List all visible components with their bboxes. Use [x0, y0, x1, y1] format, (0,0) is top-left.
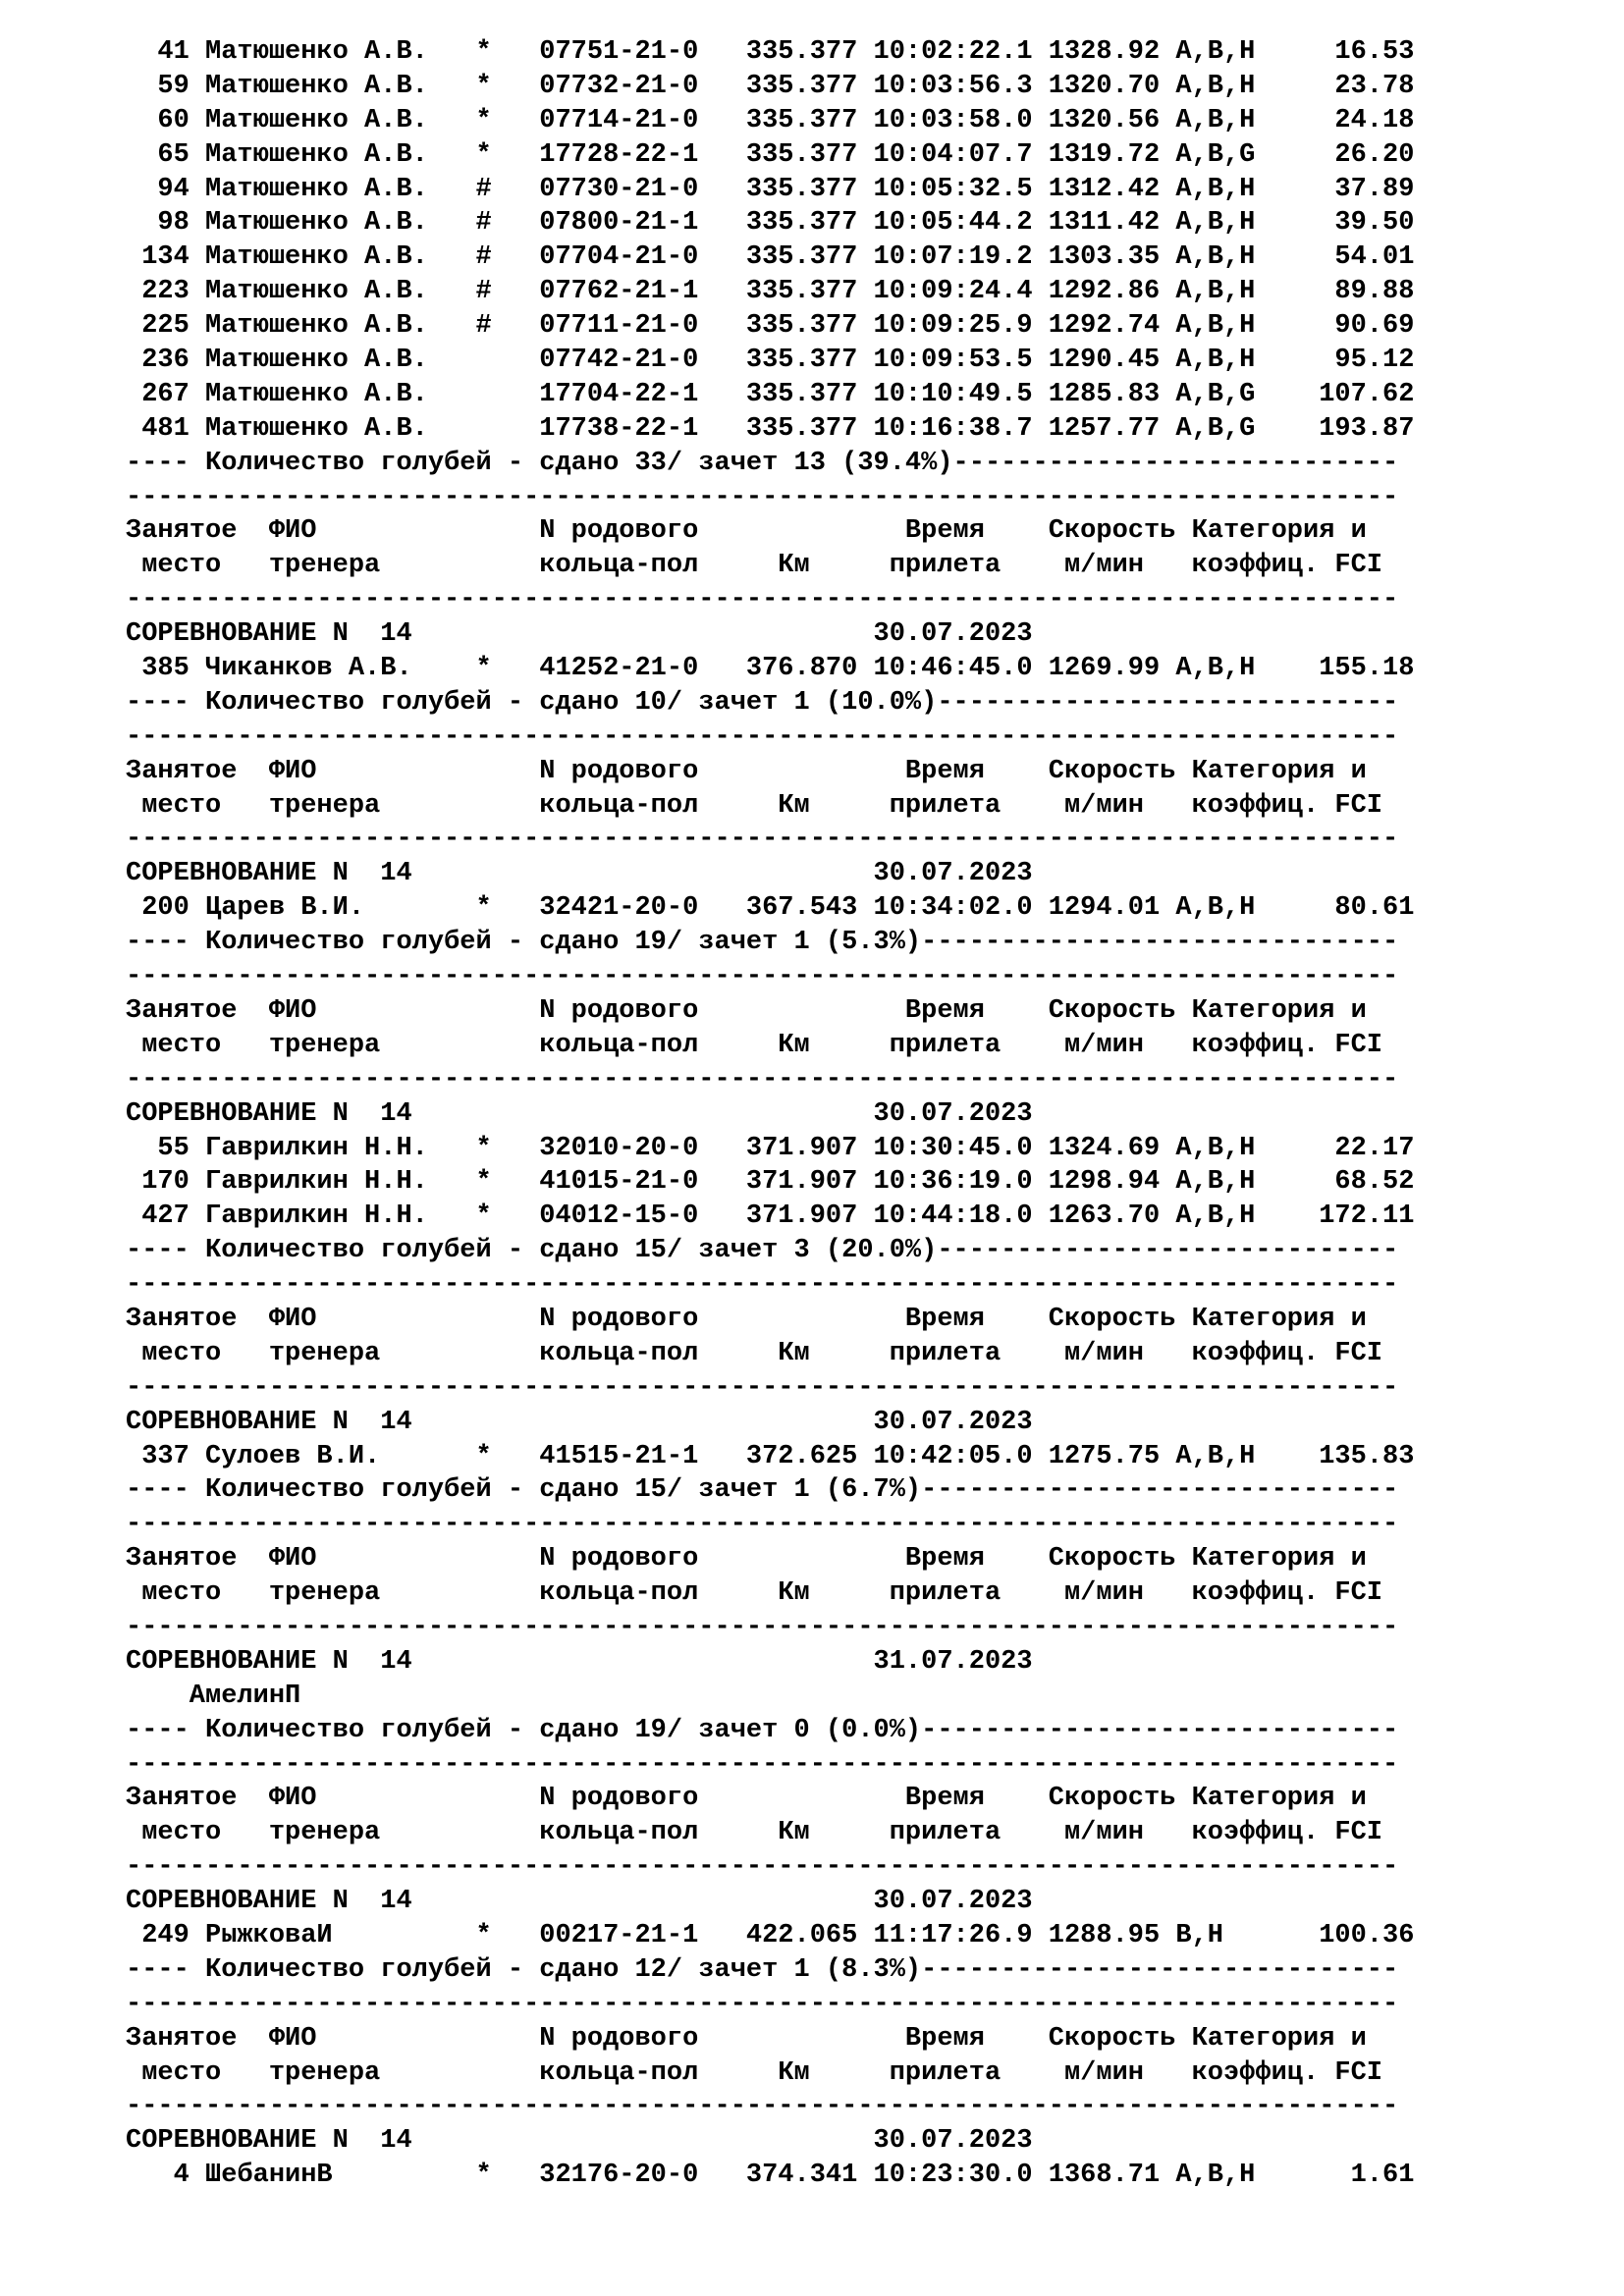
- result-row: 98 Матюшенко А.В. # 07800-21-1 335.377 10:05:44.2 1311.42 A,B,H 39.50: [126, 208, 1415, 239]
- separator-line: --------------------------------------------------------------------------------: [126, 1372, 1399, 1403]
- separator-line: --------------------------------------------------------------------------------: [126, 962, 1399, 992]
- column-header: место тренера кольца-пол Км прилета м/мин коэффиц. FCI: [126, 1578, 1383, 1609]
- result-row: 236 Матюшенко А.В. 07742-21-0 335.377 10:09:53.5 1290.45 A,B,H 95.12: [126, 346, 1415, 376]
- separator-line: --------------------------------------------------------------------------------: [126, 1270, 1399, 1301]
- result-row: 200 Царев В.И. * 32421-20-0 367.543 10:34:02.0 1294.01 A,B,H 80.61: [126, 893, 1415, 924]
- separator-line: --------------------------------------------------------------------------------: [126, 1612, 1399, 1642]
- result-row: 134 Матюшенко А.В. # 07704-21-0 335.377 10:07:19.2 1303.35 A,B,H 54.01: [126, 242, 1415, 273]
- column-header: Занятое ФИО N родового Время Скорость Категория и: [126, 2023, 1367, 2054]
- result-row: 223 Матюшенко А.В. # 07762-21-1 335.377 10:09:24.4 1292.86 A,B,H 89.88: [126, 277, 1415, 307]
- result-row: 481 Матюшенко А.В. 17738-22-1 335.377 10:16:38.7 1257.77 A,B,G 193.87: [126, 413, 1415, 444]
- result-row: 41 Матюшенко А.В. * 07751-21-0 335.377 10:02:22.1 1328.92 A,B,H 16.53: [126, 37, 1415, 67]
- separator-line: --------------------------------------------------------------------------------: [126, 1749, 1399, 1780]
- result-row: 249 РыжковаИ * 00217-21-1 422.065 11:17:26.9 1288.95 B,H 100.36: [126, 1920, 1415, 1950]
- column-header: Занятое ФИО N родового Время Скорость Категория и: [126, 1784, 1367, 1814]
- result-row: 59 Матюшенко А.В. * 07732-21-0 335.377 10:03:56.3 1320.70 A,B,H 23.78: [126, 71, 1415, 101]
- summary-line: ---- Количество голубей - сдано 19/ зачет 1 (5.3%)------------------------------: [126, 928, 1399, 958]
- column-header: Занятое ФИО N родового Время Скорость Категория и: [126, 756, 1367, 786]
- result-row: 337 Сулоев В.И. * 41515-21-1 372.625 10:42:05.0 1275.75 A,B,H 135.83: [126, 1441, 1415, 1471]
- summary-line: ---- Количество голубей - сдано 12/ зачет 1 (8.3%)------------------------------: [126, 1954, 1399, 1985]
- column-header: Занятое ФИО N родового Время Скорость Категория и: [126, 1304, 1367, 1334]
- competition-header: СОРЕВНОВАНИЕ N 14 30.07.2023: [126, 1887, 1033, 1917]
- separator-line: --------------------------------------------------------------------------------: [126, 1989, 1399, 2019]
- column-header: место тренера кольца-пол Км прилета м/мин коэффиц. FCI: [126, 1818, 1383, 1848]
- column-header: Занятое ФИО N родового Время Скорость Категория и: [126, 995, 1367, 1026]
- separator-line: --------------------------------------------------------------------------------: [126, 482, 1399, 512]
- competition-header: СОРЕВНОВАНИЕ N 14 30.07.2023: [126, 1407, 1033, 1437]
- competition-header: СОРЕВНОВАНИЕ N 14 30.07.2023: [126, 2126, 1033, 2157]
- result-row: 94 Матюшенко А.В. # 07730-21-0 335.377 10:05:32.5 1312.42 A,B,H 37.89: [126, 174, 1415, 204]
- result-row: 60 Матюшенко А.В. * 07714-21-0 335.377 10:03:58.0 1320.56 A,B,H 24.18: [126, 105, 1415, 135]
- separator-line: --------------------------------------------------------------------------------: [126, 2092, 1399, 2122]
- column-header: место тренера кольца-пол Км прилета м/мин коэффиц. FCI: [126, 551, 1383, 581]
- column-header: место тренера кольца-пол Км прилета м/мин коэффиц. FCI: [126, 1338, 1383, 1368]
- column-header: место тренера кольца-пол Км прилета м/мин коэффиц. FCI: [126, 2057, 1383, 2088]
- column-header: место тренера кольца-пол Км прилета м/мин коэффиц. FCI: [126, 1030, 1383, 1060]
- results-printout: [126, 35, 1414, 2193]
- text-line: АмелинП: [126, 1681, 301, 1711]
- result-row: 427 Гаврилкин Н.Н. * 04012-15-0 371.907 10:44:18.0 1263.70 A,B,H 172.11: [126, 1201, 1415, 1232]
- column-header: Занятое ФИО N родового Время Скорость Категория и: [126, 1544, 1367, 1575]
- result-row: 267 Матюшенко А.В. 17704-22-1 335.377 10:10:49.5 1285.83 A,B,G 107.62: [126, 379, 1415, 409]
- result-row: 385 Чиканков А.В. * 41252-21-0 376.870 10:46:45.0 1269.99 A,B,H 155.18: [126, 654, 1415, 684]
- competition-header: СОРЕВНОВАНИЕ N 14 30.07.2023: [126, 1098, 1033, 1129]
- result-row: 65 Матюшенко А.В. * 17728-22-1 335.377 10:04:07.7 1319.72 A,B,G 26.20: [126, 139, 1415, 170]
- summary-line: ---- Количество голубей - сдано 15/ зачет 1 (6.7%)------------------------------: [126, 1475, 1399, 1506]
- result-row: 55 Гаврилкин Н.Н. * 32010-20-0 371.907 10:30:45.0 1324.69 A,B,H 22.17: [126, 1133, 1415, 1163]
- separator-line: --------------------------------------------------------------------------------: [126, 1852, 1399, 1883]
- column-header: Занятое ФИО N родового Время Скорость Категория и: [126, 516, 1367, 547]
- result-row: 4 ШебанинВ * 32176-20-0 374.341 10:23:30.0 1368.71 A,B,H 1.61: [126, 2161, 1415, 2191]
- competition-header: СОРЕВНОВАНИЕ N 14 30.07.2023: [126, 619, 1033, 650]
- separator-line: --------------------------------------------------------------------------------: [126, 1510, 1399, 1540]
- separator-line: --------------------------------------------------------------------------------: [126, 585, 1399, 615]
- result-row: 225 Матюшенко А.В. # 07711-21-0 335.377 10:09:25.9 1292.74 A,B,H 90.69: [126, 311, 1415, 342]
- competition-header: СОРЕВНОВАНИЕ N 14 31.07.2023: [126, 1646, 1033, 1677]
- summary-line: ---- Количество голубей - сдано 10/ зачет 1 (10.0%)-----------------------------: [126, 687, 1399, 718]
- column-header: место тренера кольца-пол Км прилета м/мин коэффиц. FCI: [126, 790, 1383, 821]
- summary-line: ---- Количество голубей - сдано 15/ зачет 3 (20.0%)-----------------------------: [126, 1236, 1399, 1266]
- result-row: 170 Гаврилкин Н.Н. * 41015-21-0 371.907 10:36:19.0 1298.94 A,B,H 68.52: [126, 1167, 1415, 1198]
- summary-line: ---- Количество голубей - сдано 19/ зачет 0 (0.0%)------------------------------: [126, 1715, 1399, 1745]
- separator-line: --------------------------------------------------------------------------------: [126, 1064, 1399, 1095]
- separator-line: --------------------------------------------------------------------------------: [126, 721, 1399, 752]
- summary-line: ---- Количество голубей - сдано 33/ зачет 13 (39.4%)----------------------------: [126, 448, 1399, 478]
- competition-header: СОРЕВНОВАНИЕ N 14 30.07.2023: [126, 859, 1033, 889]
- separator-line: --------------------------------------------------------------------------------: [126, 825, 1399, 855]
